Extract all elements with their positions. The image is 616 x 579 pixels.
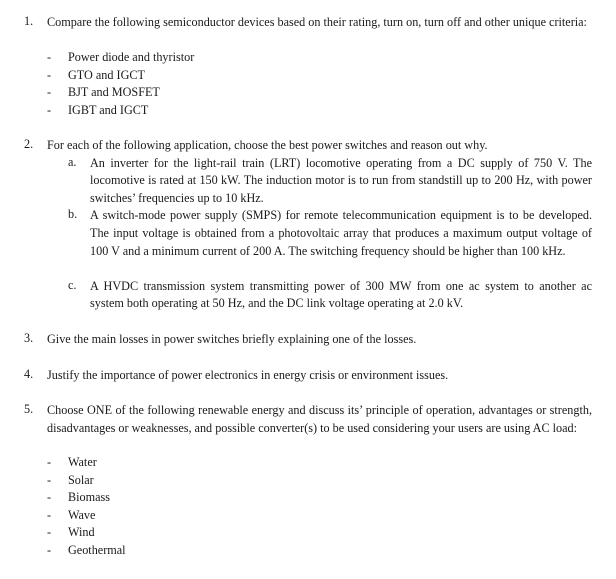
bullet-dash: - [47,50,52,64]
sub-item-label: b. [68,207,78,222]
question-number: 5. [24,402,34,416]
bullet-dash: - [47,102,52,117]
question-text: Justify the importance of power electronics in energy crisis or environment issues. [47,368,449,382]
question-text: For each of the following application, choose the best power switches and reason out why. [47,138,488,152]
question-text: Compare the following semiconductor devices based on their rating, turn on, turn off and other unique criteria: [47,15,587,29]
question-number: 3. [24,331,34,345]
sub-item-label: a. [68,154,77,169]
question-number: 2. [24,137,34,151]
bullet-dash: - [47,455,52,469]
bullet-dash: - [47,507,52,522]
sub-item-text: A HVDC transmission system transmitting power of 300 MW from one ac system to another ac system both operating at 50 Hz, and the DC link voltage operating at 2.0 kV. [90,278,592,311]
sub-item-label: c. [68,277,77,292]
sub-item-text: A switch-mode power supply (SMPS) for remote telecommunication equipment is to be developed. The input voltage is obtained from a photovoltaic array that produces a maximum output voltage of 100 V and a minimum current of 200 A. The switching frequency should be higher than 100 kHz. [90,208,592,258]
sub-item-text: An inverter for the light-rail train (LRT) locomotive operating from a DC supply of 750 V. The locomotive is rated at 150 kW. The induction motor is to run from standstill up to 200 Hz, with power switches’ frequencies up to 10 kHz. [90,155,592,205]
question-text: Give the main losses in power switches briefly explaining one of the losses. [47,332,417,346]
question-text: Choose ONE of the following renewable energy and discuss its’ principle of operation, advantages or strength, disadvantages or weaknesses, and possible converter(s) to be used considering your users are using AC load: [47,403,592,435]
question-number: 1. [24,14,34,28]
bullet-dash: - [47,85,52,100]
bullet-dash: - [47,472,52,487]
bullet-dash: - [47,525,52,540]
bullet-dash: - [47,67,52,82]
question-number: 4. [24,367,34,381]
bullet-dash: - [47,490,52,505]
bullet-dash: - [47,543,52,557]
